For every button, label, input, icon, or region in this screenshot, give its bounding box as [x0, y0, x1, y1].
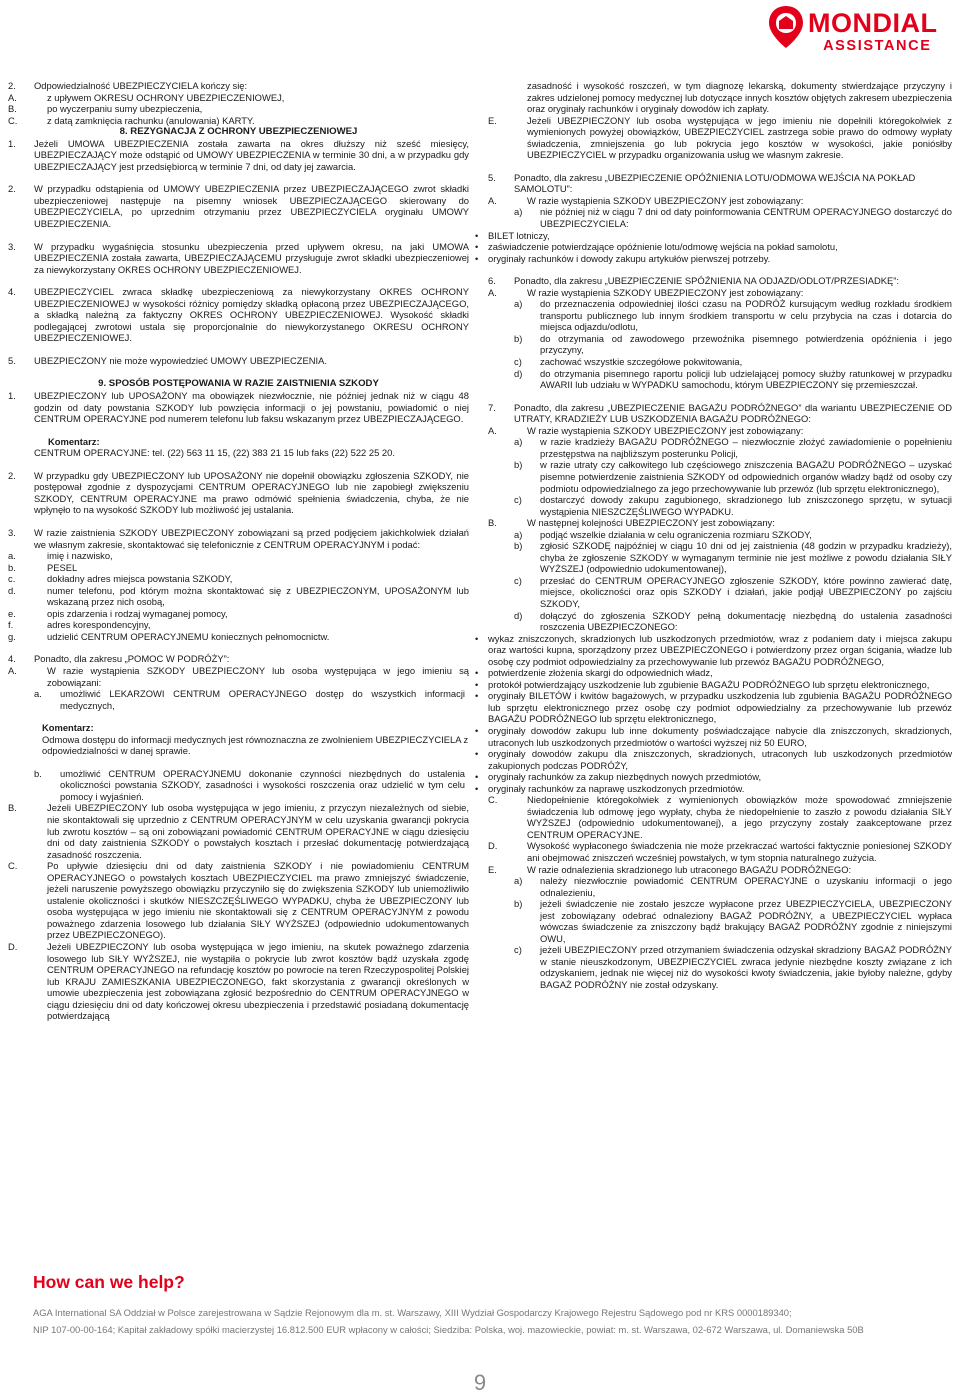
comment-block — [8, 722, 469, 757]
section-heading-9: 9. SPOSÓB POSTĘPOWANIA W RAZIE ZAISTNIENIA SZKODY — [98, 378, 379, 390]
list-item — [8, 92, 469, 104]
sub-paragraph-c — [488, 794, 952, 840]
item-number: 3. — [8, 526, 16, 538]
item-number: 1. — [8, 390, 16, 402]
paragraph: W razie zaistnienia SZKODY UBEZPIECZONY zobowiązani są przed podjęciem jakichkolwiek działań we własnym zakresie, skontaktować się telefonicznie z CENTRUM OPERACYJNYM i podać: — [34, 526, 469, 550]
paragraph: UBEZPIECZONY nie może wypowiedzieć UMOWY UBEZPIECZENIA. — [34, 354, 327, 366]
sub-paragraph-a — [488, 425, 952, 437]
company-footer — [33, 1304, 933, 1338]
sub-paragraph-b — [488, 517, 952, 529]
paragraph: przesłać do CENTRUM OPERACYJNEGO zgłoszenie SZKODY, które powinno zawierać datę, miejsce, okoliczności oraz opis SZKODY i działań, jakie podjął UBEZPIECZONY po zajściu SZKODY, — [540, 574, 952, 609]
paragraph: podjąć wszelkie działania w celu ograniczenia rozmiaru SZKODY, — [540, 528, 812, 540]
item-letter: A. — [488, 194, 497, 206]
list-item — [8, 608, 469, 620]
numbered-paragraph — [8, 527, 469, 550]
sub-item — [488, 206, 952, 229]
sub-item — [488, 333, 952, 356]
numbered-paragraph — [8, 183, 469, 229]
numbered-paragraph — [488, 172, 952, 195]
list-item — [8, 631, 469, 643]
item-number: 5. — [8, 354, 16, 366]
item-number: 2. — [8, 80, 16, 91]
paragraph: W przypadku odstąpienia od UMOWY UBEZPIECZENIA przez UBEZPIECZAJĄCEGO zwrot składki ubezpieczeniowej następuje na pisemny wniosek UBEZPIECZAJĄCEGO skierowany do UBEZPIECZYCIELA, po uprzednim otrzymaniu przez UBEZPIECZYCIELA oryginału UMOWY UBEZPIECZENIA. — [34, 183, 469, 230]
item-letter: a. — [34, 688, 42, 700]
item-letter: a) — [514, 528, 523, 540]
paragraph: W razie wystąpienia SZKODY UBEZPIECZONY jest zobowiązany: — [527, 286, 804, 298]
list-item: • wykaz zniszczonych, skradzionych lub uszkodzonych przedmiotów, wraz z podaniem daty i miejsca zakupu oraz wartości kupna, sporządzony przez UBEZPIECZONEGO i potwierdzony przez organ ścigania, władze lub osobę czy podmiot odpowiedzialny za przechowywanie lub przewóz BAGAŻU PODRÓŻNEGO, — [488, 633, 952, 668]
comment-block — [8, 436, 469, 459]
paragraph: Jeżeli UBEZPIECZONY lub osoba występująca w jego imieniu, z przyczyn niezależnych od siebie, nie skontaktowali się uprzednio z CENTRUM OPERACYJNYM w celu uzyskania gwarancji pokrycia lub zwrotu kosztów – są oni zobowiązani powiadomić CENTRUM OPERACYJNE w ciągu dziesięciu dni od daty zaistnienia SZKODY o powstałych kosztach i przesłać dokumentację potwierdzającą zasadność roszczenia. — [47, 802, 469, 860]
item-letter: C. — [8, 860, 18, 872]
item-number: 1. — [8, 137, 16, 149]
item-letter: A. — [8, 91, 17, 103]
item-letter: d. — [8, 584, 16, 596]
item-number: 3. — [8, 240, 16, 252]
comment-text: CENTRUM OPERACYJNE: tel. (22) 563 11 15, (22) 383 21 15 lub faks (22) 522 25 20. — [34, 447, 395, 459]
mondial-assistance-logo — [764, 4, 954, 54]
item-letter: b. — [8, 561, 16, 573]
sub-item — [8, 688, 469, 711]
item-letter: f. — [8, 619, 14, 631]
sub-paragraph-a — [8, 665, 469, 688]
paragraph: W razie odnalezienia skradzionego lub utraconego BAGAŻU PODRÓŻNEGO: — [527, 863, 852, 875]
paragraph: nie później niż w ciągu 7 dni od daty poinformowania CENTRUM OPERACYJNEGO dostarczyć do UBEZPIECZYCIELA: — [540, 206, 952, 230]
paragraph: w razie kradzieży BAGAŻU PODRÓŻNEGO – niezwłocznie złożyć zawiadomienie o popełnieniu przestępstwa na najbliższym posterunku Policji, — [540, 436, 952, 459]
sub-item — [488, 356, 952, 368]
item-letter: C. — [8, 114, 18, 126]
footer-line: NIP 107-00-00-164; Kapitał zakładowy spółki macierzystej 16.812.500 EUR wpłacony w całości; Siedziba: Polska, woj. mazowieckie, powiat: m. st. Warszawa, 02-672 Warszawa, ul. Domaniewska 50B — [33, 1324, 864, 1335]
list-text: adres korespondencyjny, — [47, 619, 151, 631]
sub-paragraph-d — [488, 840, 952, 863]
sub-item — [488, 529, 952, 541]
numbered-paragraph — [488, 275, 952, 287]
item-number: 7. — [488, 401, 496, 413]
list-item — [8, 103, 469, 115]
sub-paragraph-a — [488, 287, 952, 299]
numbered-paragraph — [8, 653, 469, 665]
list-item: • zaświadczenie potwierdzające opóźnienie lotu/odmowę wejścia na pokład samolotu, — [488, 241, 952, 253]
sub-item — [488, 610, 952, 633]
item-number: 4. — [8, 653, 16, 665]
paragraph: Odpowiedzialność UBEZPIECZYCIELA kończy się: — [34, 80, 248, 91]
bullet-list — [488, 230, 952, 265]
footer-line: AGA International SA Oddział w Polsce zarejestrowana w Sądzie Rejonowym dla m. st. Warszawy, XIII Wydział Gospodarczy Krajowego Rejestru Sądowego pod nr KRS 0000189340; — [33, 1307, 792, 1318]
sub-item — [488, 540, 952, 575]
list-text: PESEL — [47, 561, 78, 573]
item-letter: B. — [8, 802, 17, 814]
paragraph: w razie utraty czy całkowitego lub częściowego zniszczenia BAGAŻU PODRÓŻNEGO – uzyskać pisemne potwierdzenie zaistnienia SZKODY od odpowiednich organów władzy bądź od osoby czy podmiotu odpowiedzialnego za jego przechowywanie lub przewóz (lub sprzętu elektronicznego), — [540, 459, 952, 494]
item-number: 4. — [8, 286, 16, 298]
item-letter: D. — [488, 840, 498, 852]
paragraph: Jeżeli UMOWA UBEZPIECZENIA została zawarta na okres dłuższy niż sześć miesięcy, UBEZPIECZAJĄCY może odstąpić od UMOWY UBEZPIECZENIA w terminie 30 dni, a w przypadku gdy UBEZPIECZAJĄCY jest przedsiębiorcą w terminie 7 dni, od daty jej zawarcia. — [34, 137, 469, 172]
paragraph: Ponadto, dla zakresu „UBEZPIECZENIE BAGAŻU PODRÓŻNEGO” dla wariantu UBEZPIECZENIE OD UTRATY, KRADZIEŻY LUB USZKODZENIA BAGAŻU PODRÓŻNEGO: — [514, 401, 952, 425]
item-letter: a) — [514, 206, 523, 218]
paragraph: UBEZPIECZONY lub UPOSAŻONY ma obowiązek niezwłocznie, nie później jednak niż w ciągu 48 godzin od daty powstania SZKODY lub powzięcia informacji o jej powstaniu, powiadomić o niej CENTRUM OPERACYJNE pod numerem telefonu lub faksu wskazanym przez UBEZPIECZAJĄCEGO. — [34, 390, 469, 425]
list-text: z datą zamknięcia rachunku (anulowania) KARTY. — [47, 114, 255, 126]
paragraph: jeżeli UBEZPIECZONY przed otrzymaniem świadczenia odzyskał skradziony BAGAŻ PODRÓŻNY w stanie nieuszkodzonym, UBEZPIECZYCIEL zwraca jedynie niezbędne koszty związane z ich odzyskaniem, jednak nie więcej niż do wysokości kwoty świadczenia, jakie byłoby należne, gdyby BAGAŻ PODRÓŻNY nie został odzyskany. — [540, 944, 952, 991]
list-item: • oryginały dowodów zakupu dla zniszczonych, skradzionych, utraconych lub uszkodzonych przedmiotów zakupionych podczas PODRÓŻY, — [488, 748, 952, 771]
sub-item — [488, 944, 952, 990]
paragraph: do przeznaczenia odpowiedniej ilości czasu na PODRÓŻ kursującym według rozkładu środkiem transportu publicznego lub innym środkiem transportu w celu przybycia na czas i dotarcia do miejsca odjazdu/odlotu, — [540, 298, 952, 333]
brand-mark-icon — [766, 4, 806, 50]
sub-paragraph-e — [488, 864, 952, 876]
item-letter: A. — [488, 424, 497, 436]
paragraph: W następnej kolejności UBEZPIECZONY jest zobowiązany: — [527, 517, 775, 529]
paragraph: umożliwić LEKARZOWI CENTRUM OPERACYJNEGO dostęp do wszystkich informacji medycznych, — [60, 688, 465, 711]
comment-text: Odmowa dostępu do informacji medycznych jest równoznaczna ze zwolnieniem UBEZPIECZYCIELA z odpowiedzialności w danej sprawie. — [42, 733, 469, 757]
sub-item — [488, 898, 952, 944]
numbered-paragraph — [8, 138, 469, 173]
list-item: • oryginały rachunków za naprawę uszkodzonych przedmiotów. — [488, 783, 952, 795]
paragraph: W przypadku gdy UBEZPIECZONY lub UPOSAŻONY nie dopełnił obowiązku zgłoszenia SZKODY, nie postępował zgodnie z dyspozycjami CENTRUM OPERACYJNEGO lub nie zapobiegł zwiększeniu SZKODY, CENTRUM OPERACYJNE ma prawo odmówić spełnienia świadczenia, chyba, że nie wpłynęło to na wysokość SZKODY lub możliwość jej ustalania. — [34, 469, 469, 516]
list-text: z upływem OKRESU OCHRONY UBEZPIECZENIOWEJ, — [47, 91, 285, 103]
sub-item — [488, 875, 952, 898]
brand-name: MONDIAL — [808, 8, 938, 38]
list-item — [8, 585, 469, 608]
numbered-paragraph — [8, 390, 469, 425]
list-text: dokładny adres miejsca powstania SZKODY, — [47, 573, 233, 585]
paragraph: Jeżeli UBEZPIECZONY lub osoba występująca w jego imieniu nie dopełnili któregokolwiek z wymienionych powyżej obowiązków, UBEZPIECZYCIEL zastrzega sobie prawo do odmowy wypłaty świadczenia, zmniejszenia go lub pokrycia jego kosztów w wysokości, jakie poniósłby UBEZPIECZYCIEL w przypadku organizowania usług we własnym zakresie. — [527, 114, 952, 161]
list-text: numer telefonu, pod którym można skontaktować się z UBEZPIECZONYM, UPOSAŻONYM lub wskazaną przez nich osobą, — [47, 584, 469, 608]
paragraph: należy niezwłocznie powiadomić CENTRUM OPERACYJNE o uzyskaniu informacji o jego odnalezieniu, — [540, 875, 952, 898]
comment-label: Komentarz: — [48, 435, 100, 447]
sub-item — [488, 436, 952, 459]
paragraph: W razie wystąpienia SZKODY UBEZPIECZONY jest zobowiązany: — [527, 424, 804, 436]
item-letter: b) — [514, 459, 523, 471]
item-letter: c. — [8, 573, 16, 585]
paragraph: Niedopełnienie któregokolwiek z wymienionych obowiązków może spowodować zmniejszenie świadczenia lub odmowę jego wypłaty, chyba że niedopełnienie to zaszło z powodu działania SIŁY WYŻSZEJ (odpowiednio udokumentowanej), a jego przyczyny zostały zaakceptowane przez CENTRUM OPERACYJNE. — [527, 794, 952, 840]
paragraph: W razie wystąpienia SZKODY UBEZPIECZONY jest zobowiązany: — [527, 194, 804, 206]
sub-item — [488, 298, 952, 333]
item-letter: a. — [8, 550, 16, 562]
numbered-paragraph — [8, 241, 469, 276]
sub-paragraph-d — [8, 941, 469, 1022]
sub-paragraph-b — [8, 802, 469, 860]
list-item — [8, 573, 469, 585]
item-letter: B. — [488, 517, 497, 529]
list-item: • BILET lotniczy, — [488, 230, 952, 242]
numbered-paragraph — [8, 286, 469, 344]
item-letter: E. — [488, 114, 497, 126]
comment-label: Komentarz: — [42, 722, 94, 734]
numbered-paragraph — [8, 355, 469, 367]
section-2-end — [8, 80, 469, 92]
bullet-list — [488, 633, 952, 795]
item-letter: e. — [8, 607, 16, 619]
sub-item — [488, 368, 952, 391]
item-letter: A. — [8, 664, 17, 676]
item-letter: b) — [514, 540, 523, 552]
item-letter: a) — [514, 875, 523, 887]
paragraph: Ponadto, dla zakresu „POMOC W PODRÓŻY”: — [34, 653, 230, 665]
item-letter: b) — [514, 898, 523, 910]
paragraph: W przypadku wygaśnięcia stosunku ubezpieczenia przed upływem okresu, na jaki UMOWA UBEZPIECZENIA została zawarta, UBEZPIECZAJĄCEMU przysługuje zwrot składki ubezpieczeniowej za niewykorzystany OKRES OCHRONY UBEZPIECZENIOWEJ. — [34, 240, 469, 275]
left-column — [8, 80, 469, 1022]
item-letter: c) — [514, 356, 522, 368]
item-letter: B. — [8, 103, 17, 115]
item-number: 2. — [8, 183, 16, 195]
list-item: • oryginały rachunków za zakup niezbędnych nowych przedmiotów, — [488, 771, 952, 783]
sub-paragraph-c — [8, 860, 469, 941]
item-letter: E. — [488, 863, 497, 875]
paragraph: W razie wystąpienia SZKODY UBEZPIECZONY lub osoba występująca w jego imieniu są zobowiązani: — [47, 664, 469, 688]
item-letter: g. — [8, 630, 16, 642]
paragraph: zgłosić SZKODĘ najpóźniej w ciągu 10 dni od jej zaistnienia (48 godzin w przypadku kradzieży), chyba że zgłoszenie SZKODY w wymaganym terminie nie jest możliwe z powodu działania SIŁY WYŻSZEJ (odpowiednio udokumentowanej), — [540, 540, 952, 575]
paragraph: jeżeli świadczenie nie zostało jeszcze wypłacone przez UBEZPIECZYCIELA, UBEZPIECZONY jest zobowiązany odebrać odnaleziony BAGAŻ PODRÓŻNY, a UBEZPIECZYCIEL wypłaca wówczas świadczenie za zniszczony bądź brakujący BAGAŻ PODRÓŻNY zgodnie z niniejszymi OWU, — [540, 898, 952, 944]
item-letter: c) — [514, 944, 522, 956]
sub-paragraph-e — [488, 115, 952, 161]
paragraph: UBEZPIECZYCIEL zwraca składkę ubezpieczeniową za niewykorzystany OKRES OCHRONY UBEZPIECZENIOWEJ w wysokości różnicy pomiędzy składką opłaconą przez UBEZPIECZAJĄCEGO, a składką należną za faktyczny OKRES OCHRONY UBEZPIECZENIOWEJ. Wysokość składki podlegającej zwrotowi ustala się proporcjonalnie do niewykorzystanego OKRESU OCHRONY UBEZPIECZENIOWEJ. — [34, 286, 469, 344]
continuation — [488, 80, 952, 115]
list-item — [8, 562, 469, 574]
brand-subname: ASSISTANCE — [823, 38, 932, 54]
sub-item — [488, 459, 952, 494]
paragraph: dostarczyć dowody zakupu zagubionego, skradzionego lub zniszczonego sprzętu, w sytuacji wystąpienia NIESZCZĘŚLIWEGO WYPADKU. — [540, 494, 952, 517]
paragraph: Jeżeli UBEZPIECZONY lub osoba występująca w jego imieniu, na skutek poważnego zdarzenia losowego lub SIŁY WYŻSZEJ, nie wystąpiła o pokrycie lub zwrot kosztów bądź uzyskała zgodę CENTRUM OPERACYJNEGO na refundację kosztów po powrocie na teren Rzeczypospolitej Polskiej lub KRAJU ZAMIESZKANIA UBEZPIECZONEGO, fakt skorzystania z gwarancji określonych w umowie ubezpieczenia jest zobowiązana zgłosić bezpośrednio do CENTRUM OPERACYJNEGO w ciągu dziesięciu dni od daty kończowej okresu ubezpieczenia i przedstawić posiadaną dokumentację potwierdzającą — [47, 941, 469, 1022]
list-item: • protokół potwierdzający uszkodzenie lub zgubienie BAGAŻU PODRÓŻNEGO lub sprzętu elektronicznego, — [488, 679, 952, 691]
item-letter: C. — [488, 794, 498, 806]
item-letter: c) — [514, 494, 522, 506]
item-number: 6. — [488, 275, 496, 287]
item-number: 5. — [488, 171, 496, 183]
paragraph: umożliwić CENTRUM OPERACYJNEMU dokonanie czynności niezbędnych do ustalenia okoliczności powstania SZKODY, zasadności i wysokości roszczenia oraz udzielić w tym celu pomocy i wyjaśnień. — [60, 767, 465, 802]
list-item — [8, 115, 469, 127]
paragraph: Ponadto, dla zakresu „UBEZPIECZENIE OPÓŹNIENIA LOTU/ODMOWA WEJŚCIA NA POKŁAD SAMOLOTU”: — [514, 171, 916, 195]
list-item: • oryginały dowodów zakupu lub inne dokumenty poświadczające nabycie dla zniszczonych, skradzionych, utraconych lub uszkodzonych przedmiotów o wartości wyższej niż 50 EURO, — [488, 725, 952, 748]
numbered-paragraph — [488, 402, 952, 425]
how-can-we-help-heading: How can we help? — [33, 1272, 185, 1292]
list-item: • potwierdzenie złożenia skargi do odpowiednich władz, — [488, 667, 952, 679]
paragraph: zasadność i wysokość roszczeń, w tym diagnozę lekarską, dokumenty stwierdzające przyczyny i zakres udzielonej pomocy medycznej lub dotyczące innych kosztów objętych zakresem ubezpieczenia oraz oryginały rachunków i oryginały dowodów ich zapłaty. — [527, 80, 952, 115]
paragraph: dołączyć do zgłoszenia SZKODY pełną dokumentację niezbędną do ustalenia zasadności roszczenia UBEZPIECZONEGO: — [540, 609, 952, 633]
list-text: udzielić CENTRUM OPERACYJNEMU koniecznych pełnomocnictw. — [47, 630, 330, 642]
list-item: • oryginały BILETÓW i kwitów bagażowych, w przypadku uszkodzenia lub zgubienia BAGAŻU PODRÓŻNEGO lub sprzętu elektronicznego przez osobę czy podmiot odpowiedzialny za przechowywanie lub przewóz BAGAŻU PODRÓŻNEGO lub sprzętu elektronicznego, — [488, 690, 952, 725]
sub-paragraph-a — [488, 195, 952, 207]
list-text: opis zdarzenia i rodzaj wymaganej pomocy, — [47, 607, 228, 619]
item-letter: b) — [514, 332, 523, 344]
page-number: 9 — [473, 1370, 487, 1395]
paragraph: do otrzymania pisemnego raportu policji lub udzielającej pomocy służby ratunkowej w przypadku AWARII lub udziału w WYPADKU samochodu, którym UBEZPIECZONY się przemieszczał. — [540, 367, 952, 391]
list-item — [8, 619, 469, 631]
sub-item — [488, 575, 952, 610]
item-letter: b. — [34, 767, 42, 779]
item-letter: d) — [514, 367, 523, 379]
numbered-paragraph — [8, 470, 469, 516]
item-letter: c) — [514, 574, 522, 586]
item-number: 2. — [8, 469, 16, 481]
list-item — [8, 550, 469, 562]
item-letter: a) — [514, 436, 523, 448]
item-letter: d) — [514, 609, 523, 621]
item-letter: A. — [488, 286, 497, 298]
list-text: po wyczerpaniu sumy ubezpieczenia, — [47, 103, 203, 115]
list-text: imię i nazwisko, — [47, 550, 113, 562]
list-item: • oryginały rachunków i dowody zakupu artykułów pierwszej potrzeby. — [488, 253, 952, 265]
paragraph: Wysokość wypłaconego świadczenia nie może przekraczać wartości faktycznie poniesionej SZKODY ani obejmować zniszczeń wcześniej powstałych, w tym stopnia naturalnego zużycia. — [527, 840, 952, 863]
paragraph: zachować wszystkie szczegółowe pokwitowania, — [540, 356, 743, 368]
item-letter: a) — [514, 298, 523, 310]
right-column — [488, 80, 952, 991]
section-heading-8: 8. REZYGNACJA Z OCHRONY UBEZPIECZENIOWEJ — [119, 126, 358, 138]
paragraph: Ponadto, dla zakresu „UBEZPIECZENIE SPÓŹNIENIA NA ODJAZD/ODLOT/PRZESIADKĘ”: — [514, 275, 900, 287]
paragraph: do otrzymania od zawodowego przewoźnika pisemnego potwierdzenia opóźnienia i jego przyczyny, — [540, 332, 952, 356]
paragraph: Po upływie dziesięciu dni od daty zaistnienia SZKODY i nie powiadomieniu CENTRUM OPERACYJNEGO o powstałych kosztach UBEZPIECZYCIEL ma prawo zmniejszyć świadczenie, jeżeli naruszenie powyższego obowiązku przyczyniło się do zwiększenia SZKODY lub uniemożliwiło ustalenie okoliczności i skutków NIESZCZĘŚLIWEGO WYPADKU, chyba że UBEZPIECZONY lub osoba występująca w jego imieniu nie skontaktowali się z CENTRUM OPERACYJNYM z powodu poważnego zdarzenia losowego lub działania SIŁY WYŻSZEJ (odpowiednio udokumentowanych przez UBEZPIECZONEGO). — [47, 860, 469, 941]
sub-item — [488, 494, 952, 517]
item-letter: D. — [8, 941, 18, 952]
sub-item — [8, 768, 469, 803]
